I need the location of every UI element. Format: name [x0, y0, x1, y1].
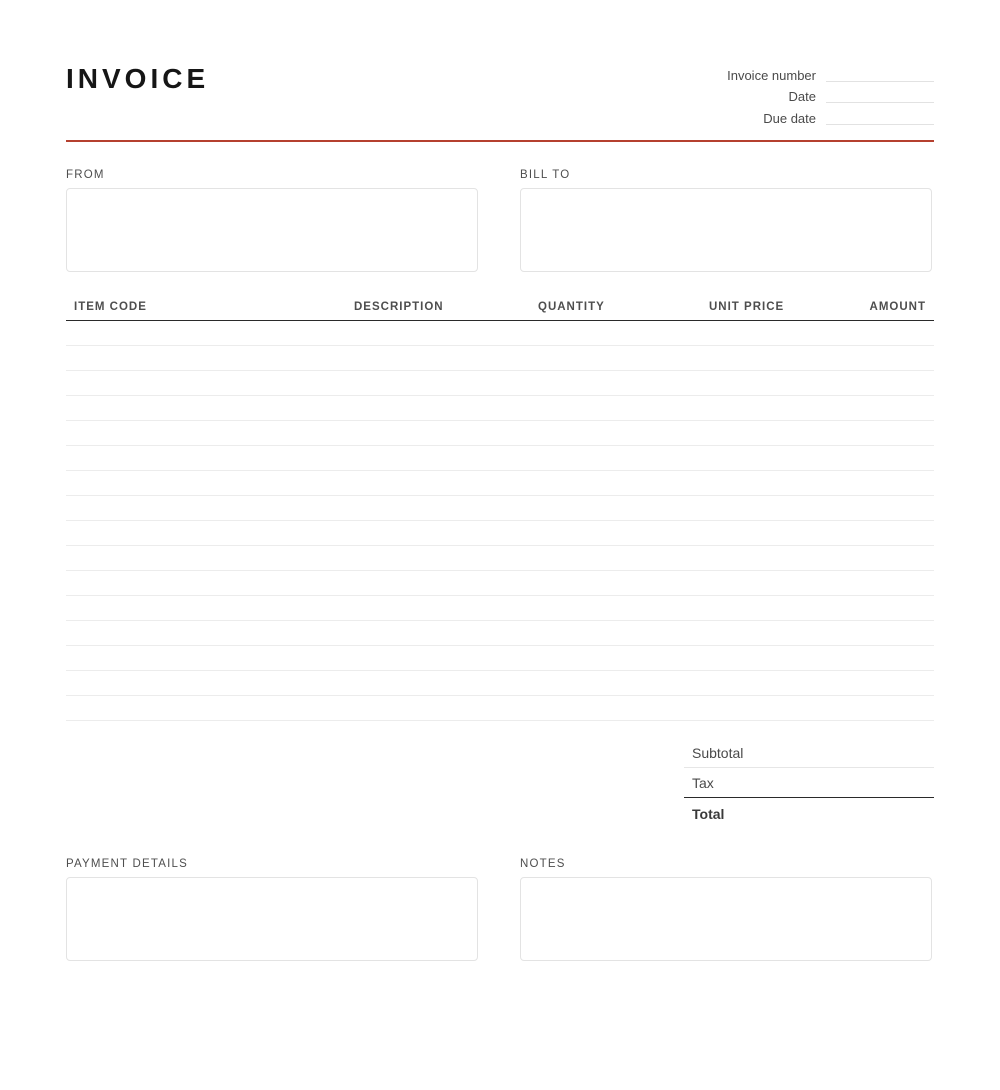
column-header-amount: AMOUNT: [869, 301, 926, 313]
table-row[interactable]: [66, 346, 934, 371]
items-table-header: [66, 296, 934, 321]
table-row[interactable]: [66, 696, 934, 721]
table-row[interactable]: [66, 371, 934, 396]
meta-row-due-date: [634, 105, 934, 127]
date-label: Date: [788, 89, 816, 104]
column-header-description: DESCRIPTION: [354, 301, 444, 313]
invoice-meta: [634, 62, 934, 127]
column-header-item-code: ITEM CODE: [74, 301, 147, 313]
table-row[interactable]: [66, 596, 934, 621]
totals-block: [684, 738, 934, 827]
table-row[interactable]: [66, 571, 934, 596]
table-row[interactable]: [66, 621, 934, 646]
items-table-body: [66, 321, 934, 721]
meta-row-date: [634, 84, 934, 106]
table-row[interactable]: [66, 496, 934, 521]
from-label: FROM: [66, 169, 105, 181]
due-date-label: Due date: [763, 110, 816, 126]
table-row[interactable]: [66, 546, 934, 571]
subtotal-label: Subtotal: [692, 745, 744, 761]
table-row[interactable]: [66, 521, 934, 546]
invoice-title: INVOICE: [66, 63, 210, 94]
from-box[interactable]: [66, 188, 478, 272]
payment-details-label: PAYMENT DETAILS: [66, 858, 188, 870]
bill-to-box[interactable]: [520, 188, 932, 272]
due-date-field[interactable]: [826, 124, 934, 125]
invoice-number-field[interactable]: [826, 81, 934, 82]
notes-label: NOTES: [520, 858, 566, 870]
table-row[interactable]: [66, 321, 934, 346]
subtotal-row: [684, 738, 934, 768]
table-row[interactable]: [66, 471, 934, 496]
date-field[interactable]: [826, 102, 934, 103]
invoice-number-label: Invoice number: [727, 67, 816, 83]
header-divider: [66, 140, 934, 142]
total-row: [684, 798, 934, 827]
column-header-unit-price: UNIT PRICE: [709, 301, 785, 313]
payment-details-box[interactable]: [66, 877, 478, 961]
bill-to-label: BILL TO: [520, 169, 571, 181]
table-row[interactable]: [66, 446, 934, 471]
table-row[interactable]: [66, 396, 934, 421]
table-row[interactable]: [66, 421, 934, 446]
tax-row: [684, 768, 934, 798]
notes-box[interactable]: [520, 877, 932, 961]
table-row[interactable]: [66, 671, 934, 696]
invoice-page: [66, 0, 934, 1090]
meta-row-invoice-number: [634, 62, 934, 84]
column-header-quantity: QUANTITY: [538, 301, 605, 313]
tax-label: Tax: [692, 775, 714, 791]
table-row[interactable]: [66, 646, 934, 671]
total-label: Total: [692, 806, 725, 822]
